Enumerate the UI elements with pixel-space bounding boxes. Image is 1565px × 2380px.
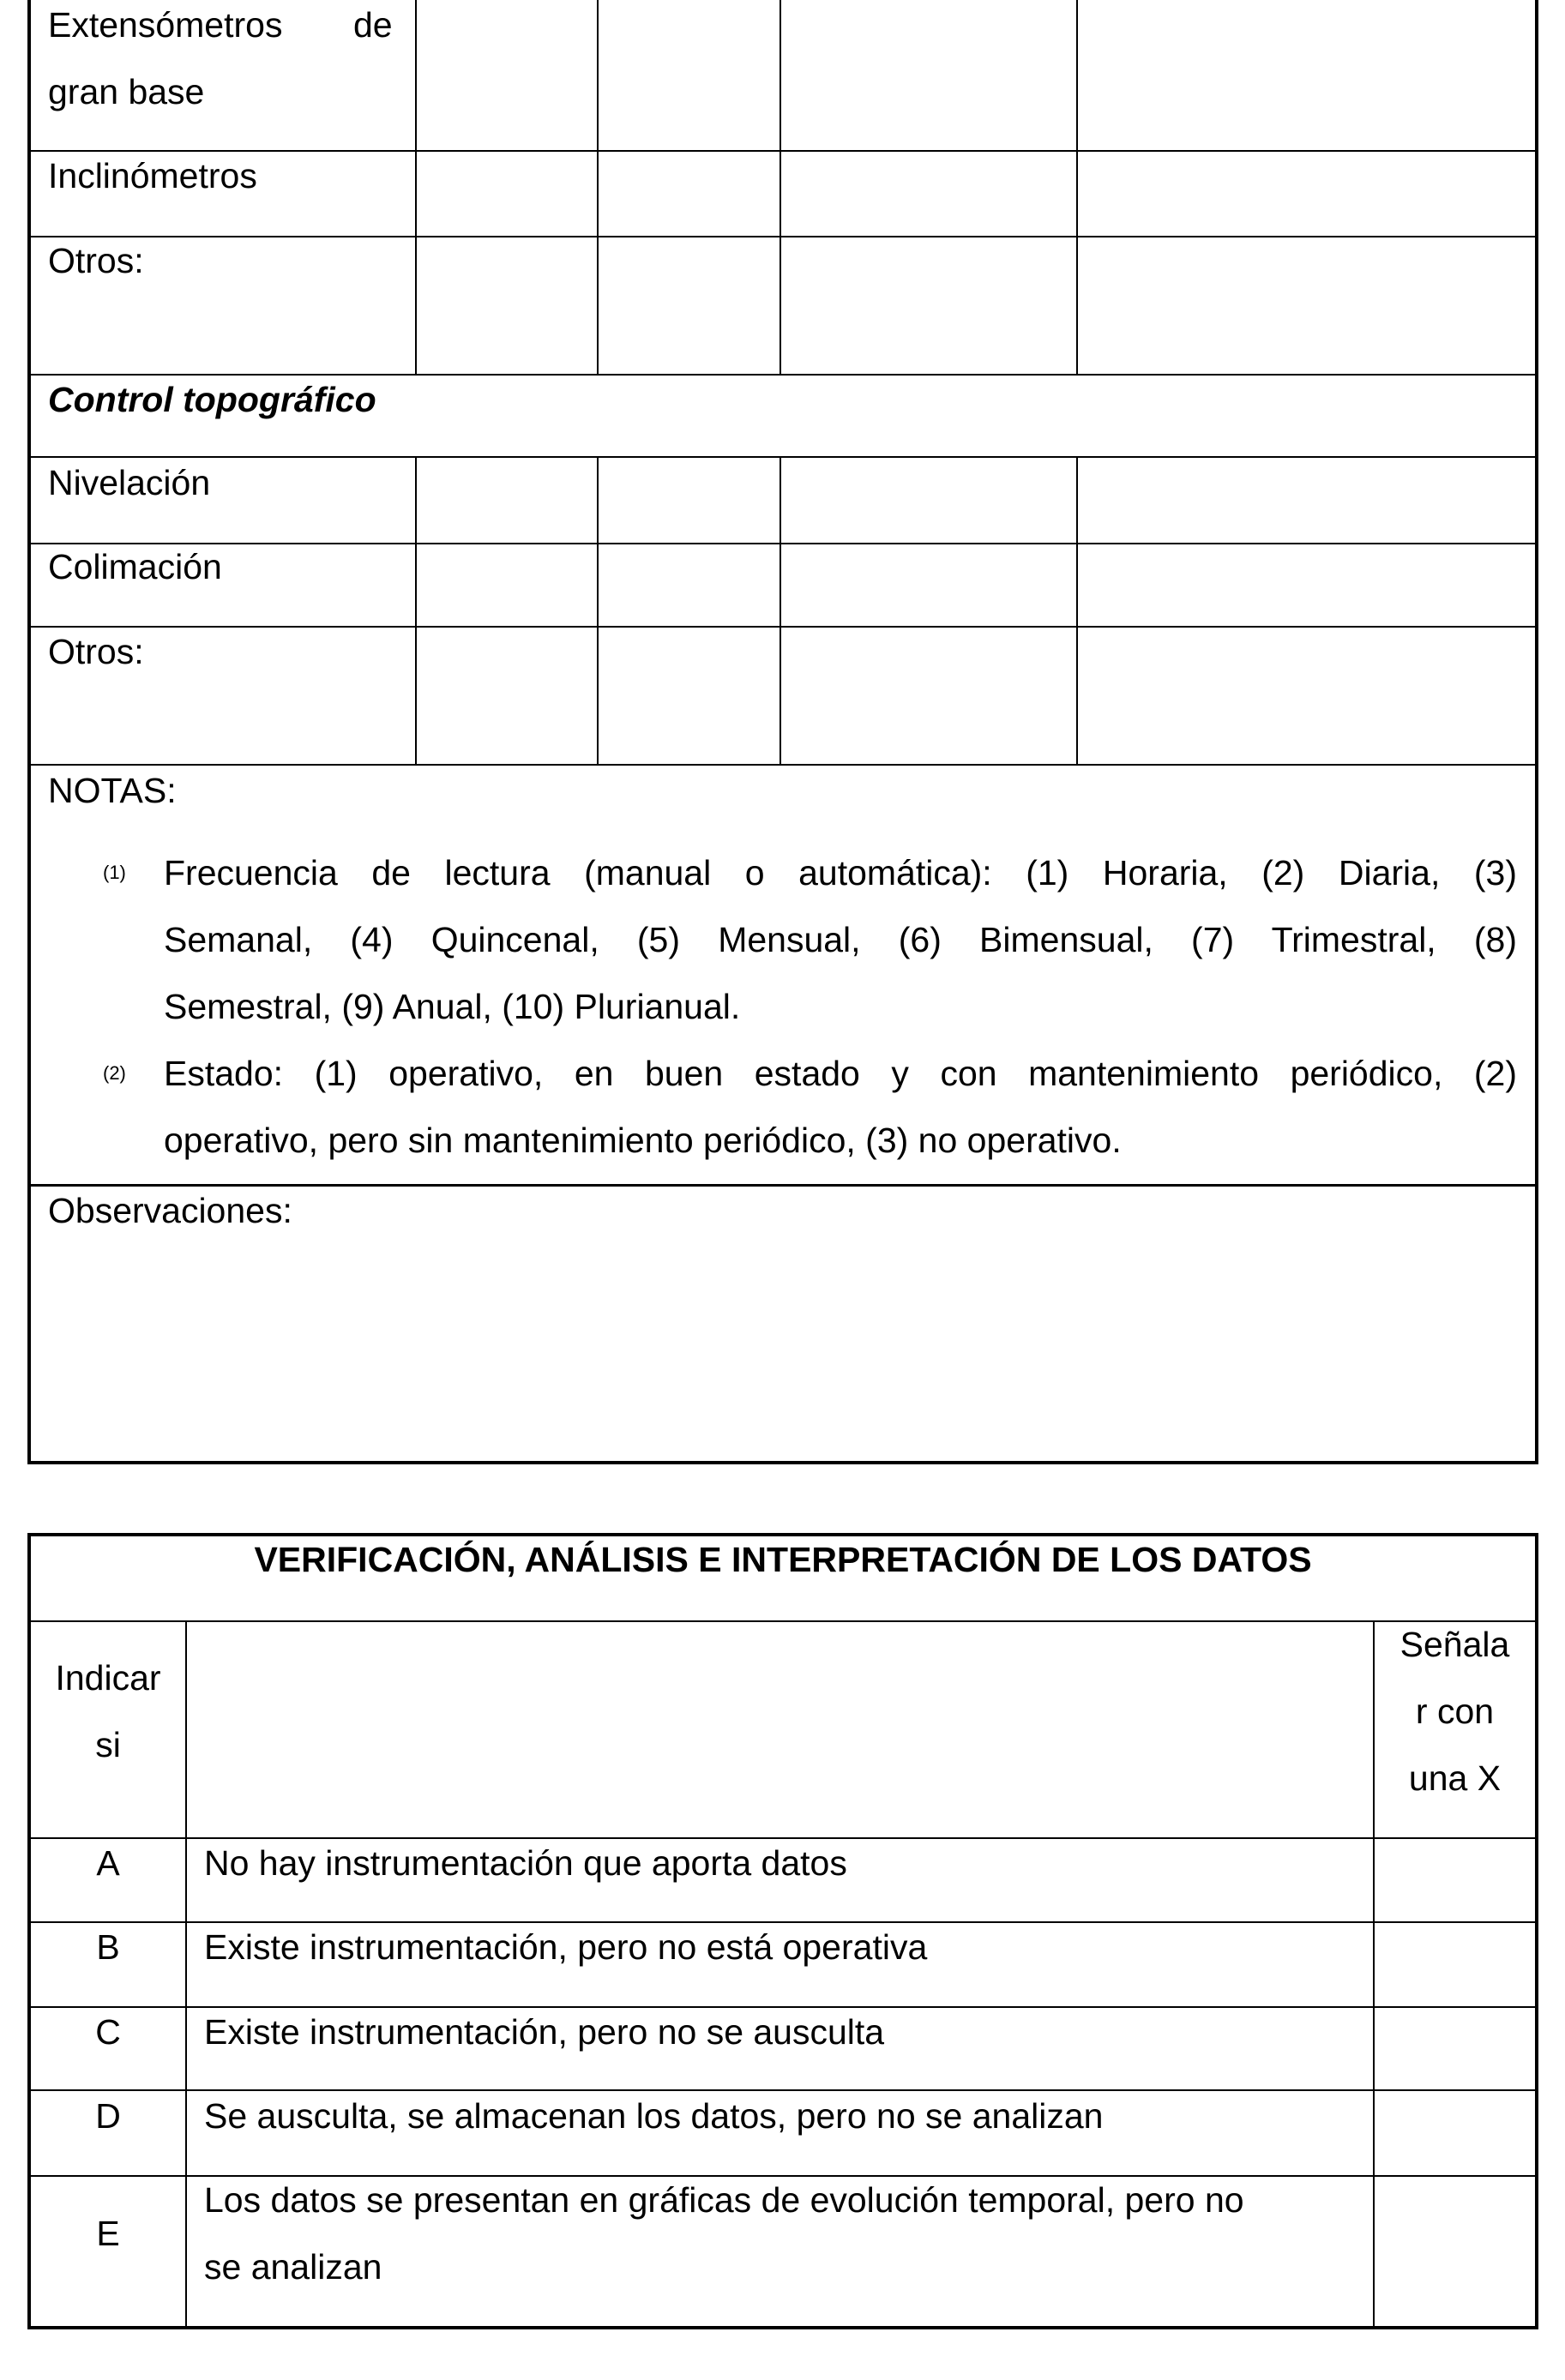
row-label-extensometros: Extensómetros (48, 5, 283, 45)
col-divider (779, 456, 781, 764)
note-line: Estado: (1) operativo, en buen estado y con mantenimiento periódico, (2) (164, 1054, 1517, 1093)
table-border (1535, 1533, 1538, 2329)
col-divider (415, 0, 417, 374)
mark-cell-e[interactable] (1375, 2177, 1535, 2326)
mark-cell-a[interactable] (1375, 1839, 1535, 1921)
mark-cell-c[interactable] (1375, 2008, 1535, 2089)
row-label-colimacion: Colimación (48, 547, 222, 586)
row-label-otros-2: Otros: (48, 632, 144, 671)
header-indicar-2: si (95, 1725, 121, 1764)
col-divider (415, 456, 417, 764)
table-border (27, 1461, 1538, 1464)
header-indicar: Indicar (55, 1658, 161, 1698)
col-divider (779, 0, 781, 374)
row-divider (27, 543, 1538, 544)
col-divider (185, 1620, 187, 2328)
note-line: Frecuencia de lectura (manual o automática): (1) Horaria, (2) Diaria, (3) (164, 853, 1517, 892)
col-divider (597, 0, 599, 374)
option-text-e: Los datos se presentan en gráficas de evolución temporal, pero no (204, 2180, 1244, 2220)
col-divider (1076, 456, 1078, 764)
table-border (1535, 0, 1538, 1464)
verification-title: VERIFICACIÓN, ANÁLISIS E INTERPRETACIÓN DE LOS DATOS (254, 1540, 1312, 1579)
note-line: Semestral, (9) Anual, (10) Plurianual. (164, 987, 741, 1026)
note-marker: (1) (103, 862, 126, 883)
row-divider (27, 764, 1538, 766)
option-text-d: Se ausculta, se almacenan los datos, pero no se analizan (204, 2096, 1104, 2136)
note-line: operativo, pero sin mantenimiento periódico, (3) no operativo. (164, 1121, 1122, 1160)
mark-cell-d[interactable] (1375, 2091, 1535, 2175)
mark-cell-b[interactable] (1375, 1923, 1535, 2006)
option-letter-d: D (95, 2096, 121, 2136)
col-divider (1076, 0, 1078, 374)
header-senalar-3: una X (1408, 1758, 1502, 1798)
row-divider (27, 456, 1538, 458)
option-text-e-2: se analizan (204, 2247, 382, 2287)
row-label-inclinometros: Inclinómetros (48, 156, 257, 195)
row-label-otros: Otros: (48, 241, 144, 280)
table-border (27, 2326, 1538, 2329)
col-divider (597, 456, 599, 764)
note-marker: (2) (103, 1062, 126, 1084)
option-letter-a: A (96, 1843, 120, 1883)
option-letter-e: E (96, 2214, 120, 2253)
option-text-b: Existe instrumentación, pero no está operativa (204, 1927, 928, 1967)
note-line: Semanal, (4) Quincenal, (5) Mensual, (6) Bimensual, (7) Trimestral, (8) (164, 920, 1517, 959)
option-text-c: Existe instrumentación, pero no se ausculta (204, 2012, 885, 2052)
option-letter-c: C (95, 2012, 121, 2052)
option-letter-b: B (96, 1927, 120, 1967)
notes-title: NOTAS: (48, 771, 177, 810)
row-divider (27, 236, 1538, 237)
row-label-extensometros-line2: gran base (48, 72, 205, 111)
header-senalar-2: r con (1415, 1692, 1495, 1731)
header-senalar: Señala (1399, 1625, 1510, 1664)
row-divider (27, 1620, 1538, 1622)
row-divider (27, 626, 1538, 628)
section-title-control-topografico: Control topográfico (48, 380, 376, 419)
row-label-extensometros-de: de (353, 5, 393, 45)
row-label-nivelacion: Nivelación (48, 463, 211, 502)
observations-label: Observaciones: (48, 1191, 292, 1230)
option-text-a: No hay instrumentación que aporta datos (204, 1843, 847, 1883)
table-border (27, 0, 31, 1464)
